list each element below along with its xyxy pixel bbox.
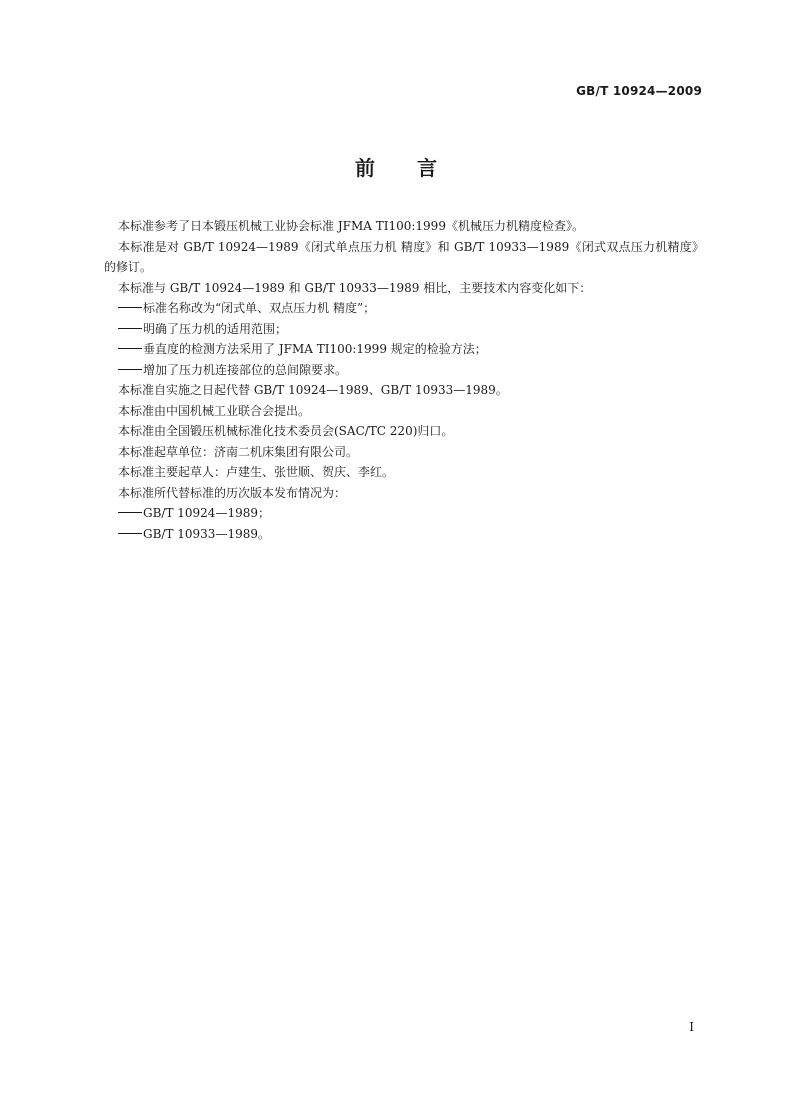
dash-marker [118,348,142,349]
paragraph-drafting-unit: 本标准起草单位：济南二机床集团有限公司。 [118,444,359,459]
list-item-text: 垂直度的检测方法采用了 JFMA TⅠ100:1999 规定的检验方法； [143,342,487,356]
standard-code: GB/T 10924—2009 [576,84,702,98]
foreword-body [104,216,704,544]
title-char-2: 言 [417,156,437,180]
list-item-text: 标准名称改为“闭式单、双点压力机 精度”； [143,301,376,315]
list-item-text: 增加了压力机连接部位的总间隙要求。 [143,362,348,377]
list-item-text: GB/T 10933—1989。 [143,526,270,541]
paragraph-drafters: 本标准主要起草人：卢建生、张世顺、贺庆、李红。 [118,465,395,479]
list-item-change [104,339,704,360]
dash-marker [118,328,142,329]
list-item-change [104,360,704,381]
list-item-history [104,503,704,524]
title-char-1: 前 [355,156,375,180]
paragraph-history-intro: 本标准所代替标准的历次版本发布情况为： [118,485,347,500]
dash-marker [118,369,142,370]
paragraph-changes-intro: 本标准与 GB/T 10924—1989 和 GB/T 10933—1989 相比，主要技术内容变化如下： [118,280,592,295]
dash-marker [118,512,142,513]
list-item-text: GB/T 10924—1989； [143,506,270,520]
paragraph-proposer: 本标准由中国机械工业联合会提出。 [118,403,311,418]
page-number: I [689,1020,694,1034]
dash-marker [118,533,142,534]
page-title [0,152,792,181]
list-item-history [104,524,704,545]
list-item-text: 明确了压力机的适用范围； [143,321,288,336]
paragraph-reference-standard: 本标准参考了日本锻压机械工业协会标准 JFMA TⅠ100:1999《机械压力机精度检查》。 [118,219,584,233]
paragraph-committee: 本标准由全国锻压机械标准化技术委员会(SAC/TC 220)归口。 [118,424,454,438]
paragraph-revision: 本标准是对 GB/T 10924—1989《闭式单点压力机 精度》和 GB/T 10933—1989《闭式双点压力机精度》的修订。 [104,239,704,274]
list-item-change [104,298,704,319]
list-item-change [104,319,704,340]
paragraph-replacement: 本标准自实施之日起代替 GB/T 10924—1989、GB/T 10933—1989。 [118,383,508,397]
dash-marker [118,307,142,308]
